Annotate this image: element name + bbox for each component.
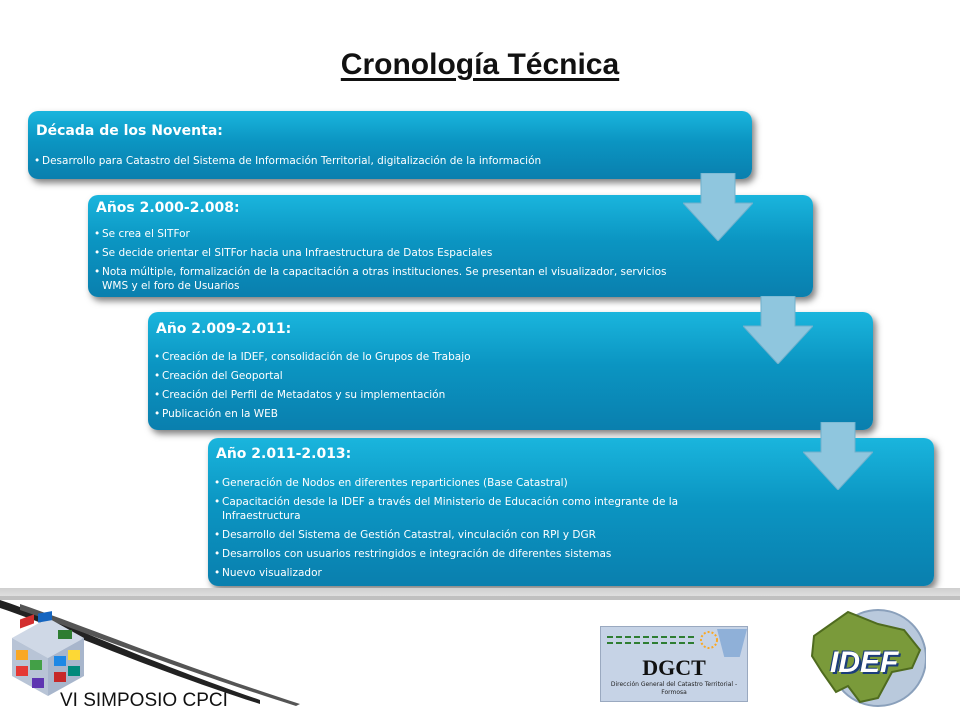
stage-item: • Creación del Perfil de Metadatos y su implementación: [154, 388, 754, 402]
stage-title: Año 2.009-2.011:: [156, 321, 292, 337]
stage-item: • Creación de la IDEF, consolidación de lo Grupos de Trabajo: [154, 350, 754, 364]
idef-logo-text: IDEF: [830, 646, 899, 679]
stage-items: [154, 350, 754, 426]
dgct-logo-text: DGCT: [642, 655, 706, 680]
flags-cube-logo: [2, 606, 94, 698]
stage-box-1: [28, 111, 752, 179]
stage-item: • Generación de Nodos en diferentes reparticiones (Base Catastral): [214, 476, 744, 490]
stage-item: • Desarrollo para Catastro del Sistema de Información Territorial, digitalización de la información: [34, 154, 734, 168]
down-arrow-icon: [743, 296, 813, 364]
stage-item: • Se decide orientar el SITFor hacia una Infraestructura de Datos Espaciales: [94, 246, 694, 260]
dgct-emblem: [601, 627, 747, 657]
stage-items: [214, 476, 744, 585]
idef-logo: [808, 606, 926, 714]
stage-title: Década de los Noventa:: [36, 123, 223, 139]
stage-items: [34, 154, 734, 173]
stage-item: • Se crea el SITFor: [94, 227, 694, 241]
dgct-logo: [600, 626, 748, 702]
stage-item: • Publicación en la WEB: [154, 407, 754, 421]
stage-item: • Creación del Geoportal: [154, 369, 754, 383]
stage-item: • Nota múltiple, formalización de la capacitación a otras instituciones. Se presentan el visualizador, servicios WMS y el foro de Usuarios: [94, 265, 694, 293]
page-title: Cronología Técnica: [340, 48, 620, 81]
stage-item: • Desarrollos con usuarios restringidos e integración de diferentes sistemas: [214, 547, 744, 561]
stage-item: • Capacitación desde la IDEF a través del Ministerio de Educación como integrante de la Infraestructura: [214, 495, 744, 523]
stage-item: • Nuevo visualizador: [214, 566, 744, 580]
stage-items: [94, 227, 694, 298]
dgct-logo-subtitle: Dirección General del Catastro Territorial - Formosa: [610, 681, 738, 696]
event-name: VI SIMPOSIO CPCI: [60, 690, 228, 711]
down-arrow-icon: [803, 422, 873, 490]
down-arrow-icon: [683, 173, 753, 241]
stage-title: Año 2.011-2.013:: [216, 446, 352, 462]
stage-item: • Desarrollo del Sistema de Gestión Catastral, vinculación con RPI y DGR: [214, 528, 744, 542]
stage-title: Años 2.000-2.008:: [96, 200, 240, 216]
